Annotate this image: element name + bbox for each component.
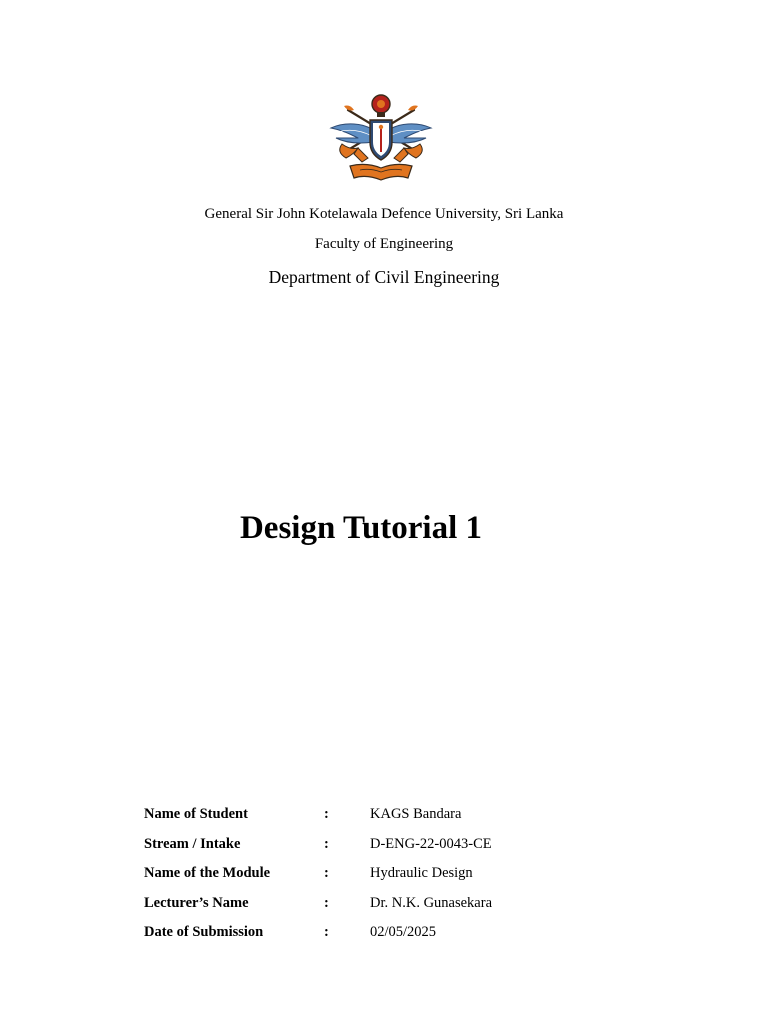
detail-row-module-name <box>144 863 624 893</box>
detail-label: Stream / Intake <box>144 835 241 852</box>
ribbon-icon <box>350 164 412 180</box>
detail-separator: : <box>324 865 329 882</box>
detail-separator: : <box>324 806 329 822</box>
detail-row-stream-intake <box>144 834 624 864</box>
detail-label: Name of the Module <box>144 865 271 882</box>
department-name: Department of Civil Engineering <box>268 267 500 287</box>
detail-row-submission-date <box>144 922 624 952</box>
detail-separator: : <box>324 924 329 941</box>
detail-label: Lecturer’s Name <box>144 894 249 911</box>
detail-value: 02/05/2025 <box>370 924 437 941</box>
shield-icon <box>370 120 392 160</box>
university-name: General Sir John Kotelawala Defence University, Sri Lanka <box>204 206 564 222</box>
detail-separator: : <box>324 894 329 911</box>
detail-row-student-name <box>144 804 624 834</box>
crown-icon <box>372 95 390 117</box>
detail-separator: : <box>324 835 329 852</box>
faculty-name: Faculty of Engineering <box>314 236 454 252</box>
detail-row-lecturer-name <box>144 893 624 923</box>
detail-value: KAGS Bandara <box>370 806 462 822</box>
university-crest-icon <box>328 92 434 184</box>
detail-value: Dr. N.K. Gunasekara <box>370 894 493 911</box>
submission-details <box>144 804 624 952</box>
document-title: Design Tutorial 1 <box>239 510 483 546</box>
detail-value: Hydraulic Design <box>370 865 473 882</box>
detail-label: Name of Student <box>144 806 248 822</box>
detail-value: D-ENG-22-0043-CE <box>370 835 492 852</box>
detail-label: Date of Submission <box>144 924 264 941</box>
